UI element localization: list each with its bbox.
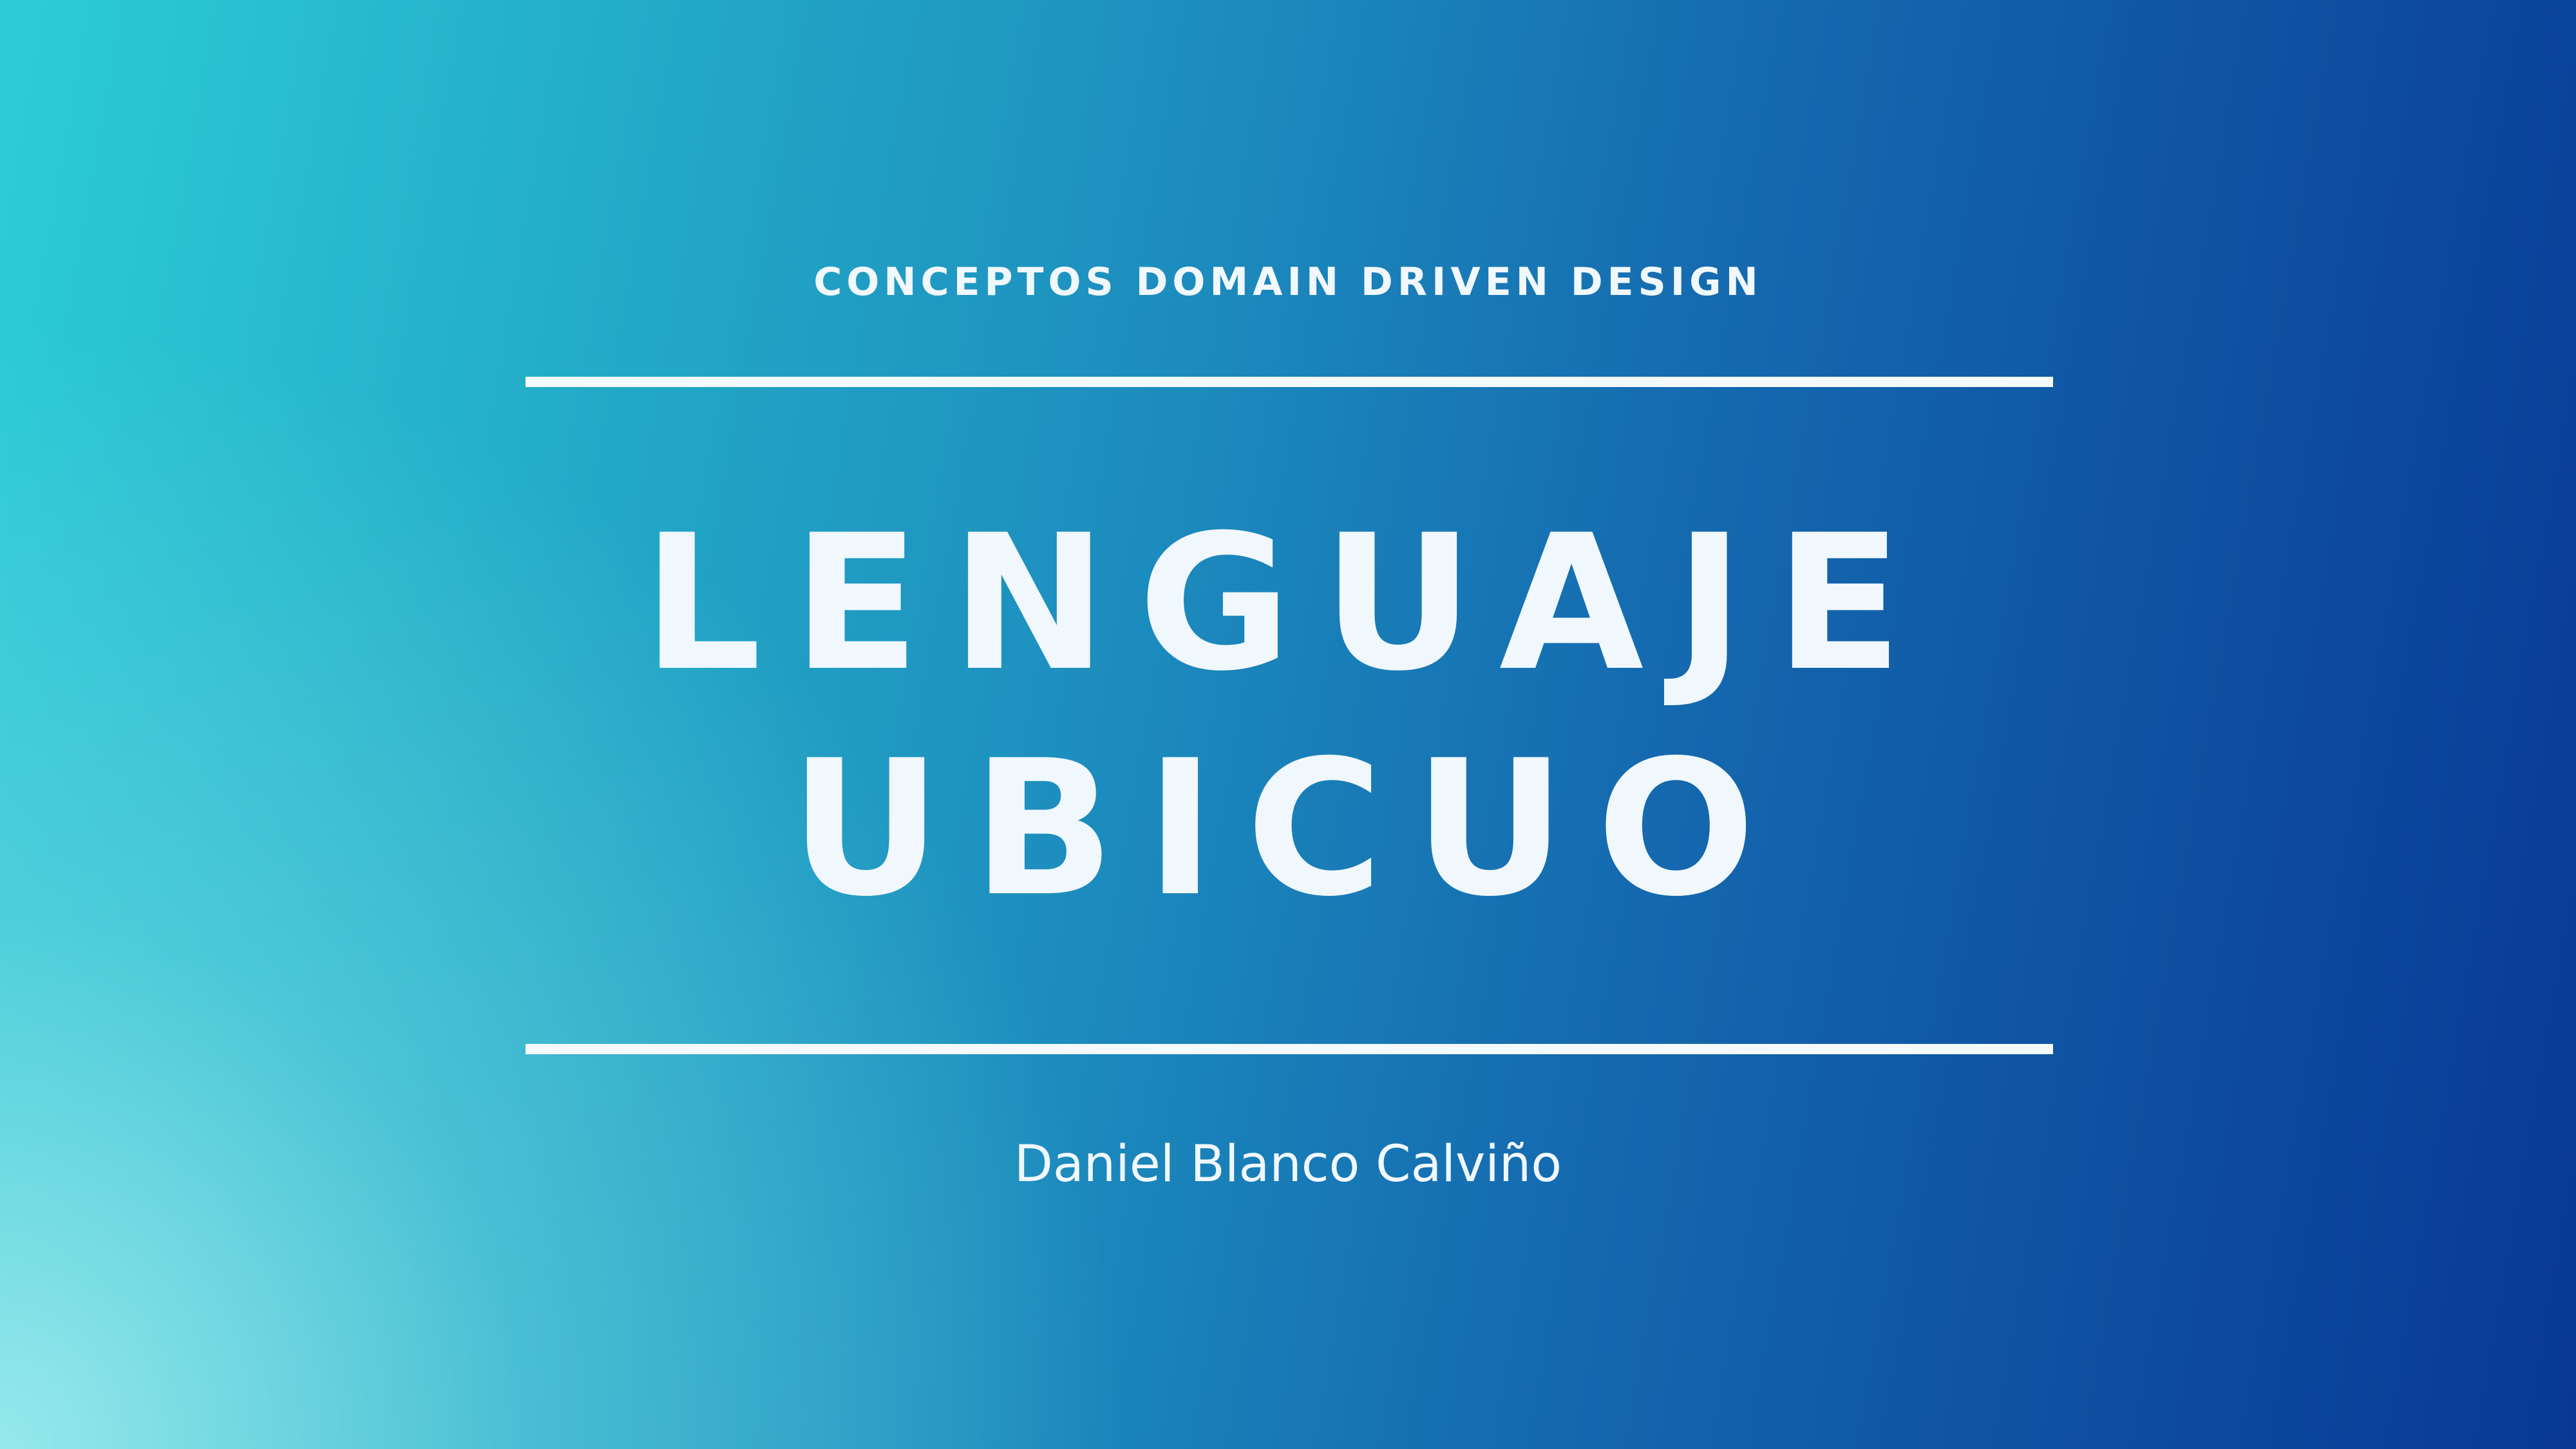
subtitle: CONCEPTOS DOMAIN DRIVEN DESIGN: [813, 260, 1763, 305]
title-line-2: UBICUO: [790, 721, 1786, 938]
title-line-1: LENGUAJE: [642, 495, 1934, 712]
top-divider: [526, 377, 2053, 387]
author-name: Daniel Blanco Calviño: [1014, 1135, 1562, 1193]
bottom-divider: [526, 1044, 2053, 1054]
